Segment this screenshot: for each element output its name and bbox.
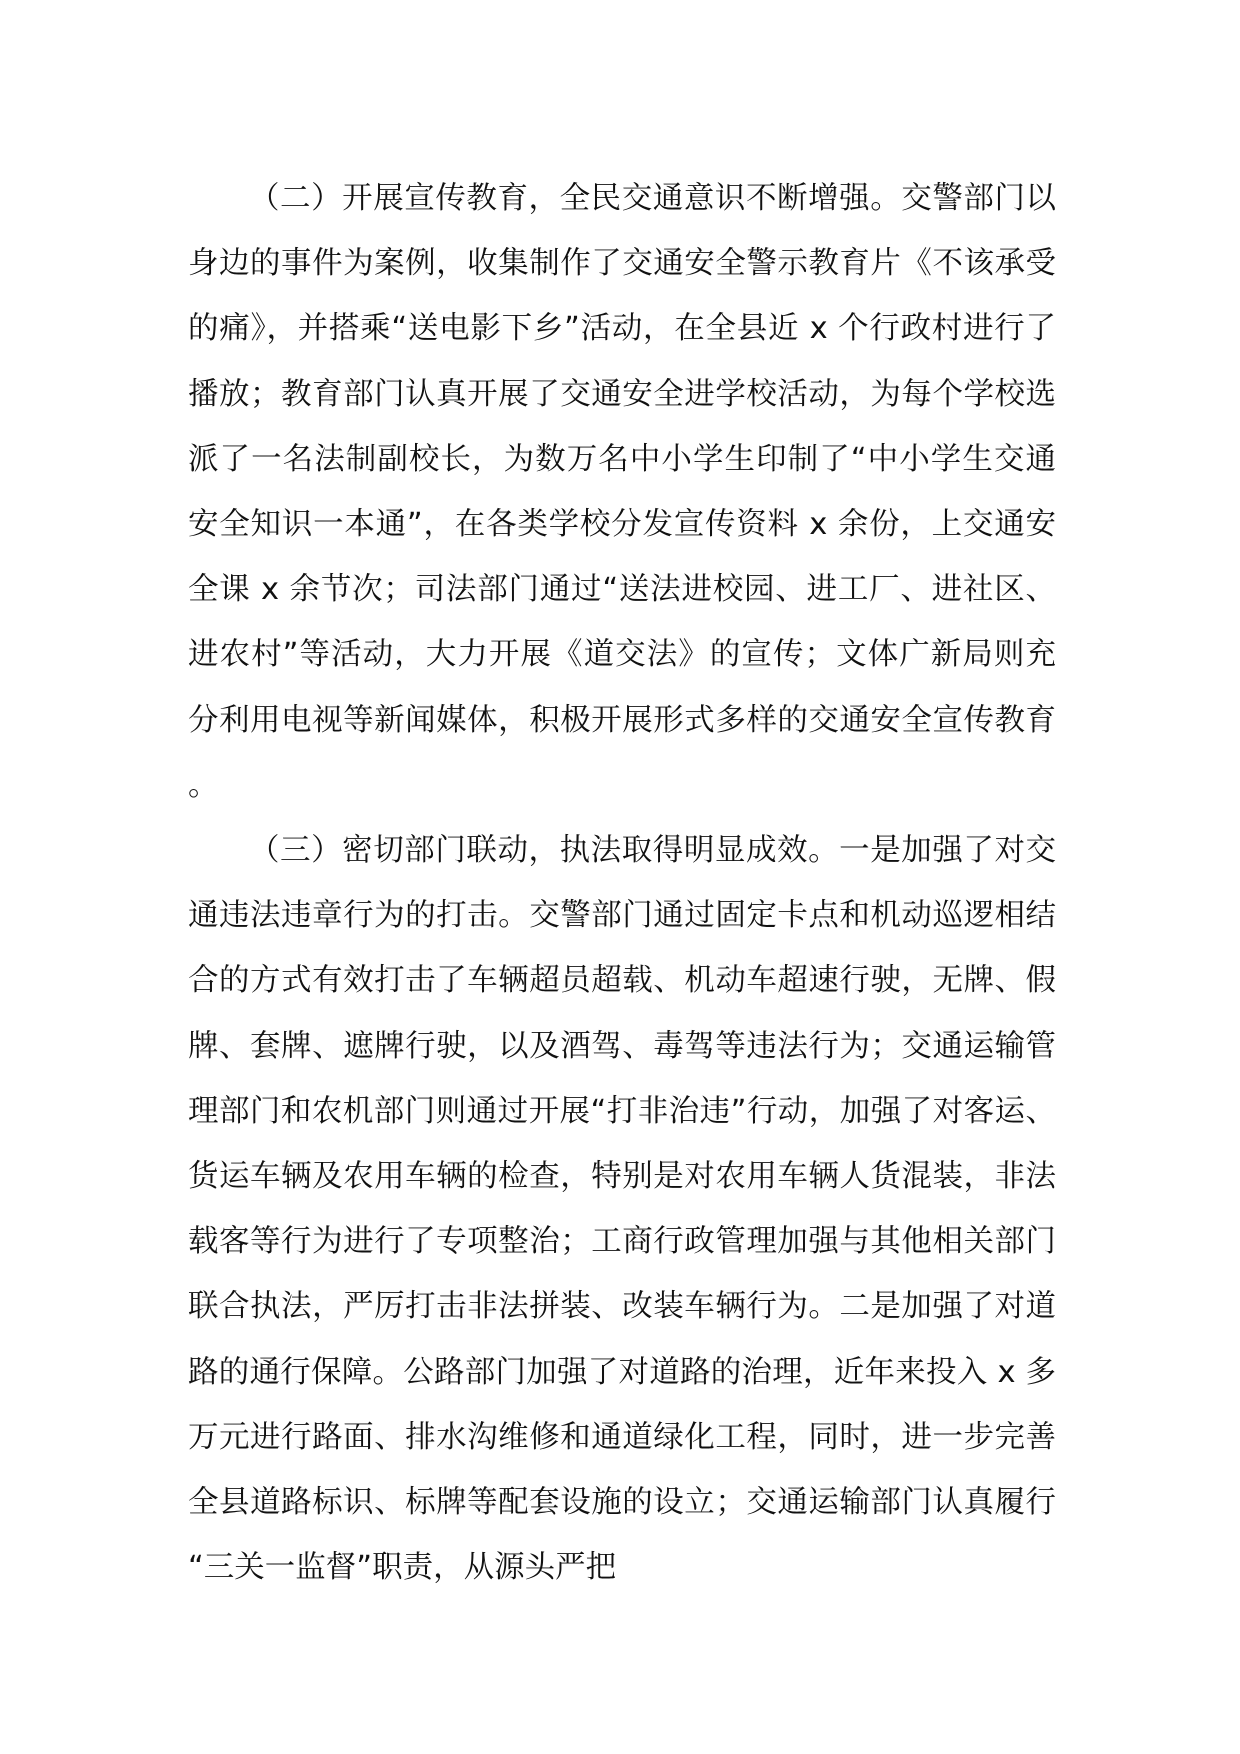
document-body <box>188 166 1056 1600</box>
paragraph-publicity-education: （二）开展宣传教育，全民交通意识不断增强。交警部门以身边的事件为案例，收集制作了交通安全警示教育片《不该承受的痛》，并搭乘“送电影下乡”活动，在全县近 x 个行政村进行了播放；教育部门认真开展了交通安全进学校活动，为每个学校选派了一名法制副校长，为数万名中小学生印制了“中小学生交通安全知识一本通”，在各类学校分发宣传资料 x 余份，上交通安全课 x 余节次；司法部门通过“送法进校园、进工厂、进社区、进农村”等活动，大力开展《道交法》的宣传；文体广新局则充分利用电视等新闻媒体，积极开展形式多样的交通安全宣传教育。 <box>188 181 1056 803</box>
paragraph-department-coordination: （三）密切部门联动，执法取得明显成效。一是加强了对交通违法违章行为的打击。交警部门通过固定卡点和机动巡逻相结合的方式有效打击了车辆超员超载、机动车超速行驶，无牌、假牌、套牌、遮牌行驶，以及酒驾、毒驾等违法行为；交通运输管理部门和农机部门则通过开展“打非治违”行动，加强了对客运、货运车辆及农用车辆的检查，特别是对农用车辆人货混装，非法载客等行为进行了专项整治；工商行政管理加强与其他相关部门联合执法，严厉打击非法拼装、改装车辆行为。二是加强了对道路的通行保障。公路部门加强了对道路的治理，近年来投入 x 多万元进行路面、排水沟维修和通道绿化工程，同时，进一步完善全县道路标识、标牌等配套设施的设立；交通运输部门认真履行“三关一监督”职责，从源头严把 <box>188 833 1056 1586</box>
